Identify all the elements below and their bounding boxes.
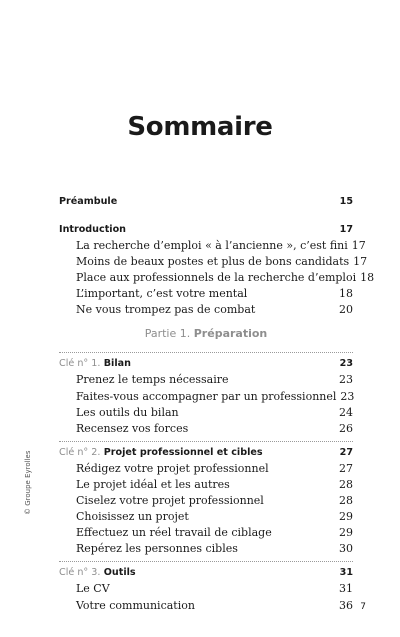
toc-page-number: 31	[339, 582, 353, 596]
toc-entry-introduction[interactable]	[59, 222, 353, 238]
toc-page-number: 27	[339, 461, 353, 475]
page-number: 7	[360, 602, 366, 612]
toc-subentry[interactable]	[59, 477, 353, 493]
toc-subentry-label: Ne vous trompez pas de combat	[76, 303, 256, 317]
toc-subentry-label: Choisissez un projet	[76, 510, 189, 524]
toc-page-number: 28	[339, 494, 353, 508]
toc-page-number: 17	[351, 239, 366, 252]
toc-subentry-label: Les outils du bilan	[76, 405, 179, 419]
toc-subentry[interactable]	[59, 238, 366, 254]
toc-page-number: 23	[340, 389, 355, 403]
toc-subentry-label: Ciselez votre projet professionnel	[76, 494, 264, 508]
dotted-rule	[59, 441, 353, 442]
toc-subentry[interactable]	[59, 372, 353, 388]
toc-subentry-label: La recherche d’emploi « à l’ancienne », c’est fini	[76, 239, 348, 252]
toc-page-number: 18	[339, 287, 353, 301]
toc-subentry[interactable]	[59, 286, 353, 302]
toc-subentry[interactable]	[59, 493, 353, 509]
key-number: Clé n° 3.	[59, 567, 101, 579]
copyright-credit: © Groupe Eyrolles	[24, 450, 32, 515]
toc-subentry-label: Faites-vous accompagner par un professionnel	[76, 389, 337, 403]
toc-page-number: 17	[353, 255, 368, 269]
toc-subentry[interactable]	[59, 302, 353, 318]
toc-page-number: 30	[339, 542, 353, 556]
toc-subentry[interactable]	[59, 509, 353, 525]
toc-entry-cle-2[interactable]	[59, 445, 353, 461]
toc-subentry-label: Le CV	[76, 582, 110, 596]
part-name: Préparation	[193, 327, 268, 341]
toc-entry-label: Introduction	[59, 224, 126, 235]
toc-page-number: 27	[339, 446, 353, 458]
toc-subentry-label: L’important, c’est votre mental	[76, 287, 248, 301]
toc-page-number: 28	[339, 477, 353, 491]
toc-subentry[interactable]	[59, 598, 353, 614]
key-number: Clé n° 2.	[59, 446, 101, 458]
toc-page-number: 23	[339, 358, 353, 370]
table-of-contents	[59, 194, 375, 614]
toc-subentry[interactable]	[59, 270, 375, 286]
page-title: Sommaire	[127, 112, 273, 142]
toc-subentry-label: Recensez vos forces	[76, 421, 189, 435]
dotted-rule	[59, 352, 353, 353]
toc-subentry[interactable]	[59, 581, 353, 597]
part-number: Partie 1.	[144, 327, 191, 341]
toc-subentry-label: Votre communication	[76, 598, 195, 612]
toc-page-number: 24	[339, 405, 353, 419]
toc-entry-preambule[interactable]	[59, 194, 353, 210]
part-heading	[59, 326, 353, 342]
toc-page-number: 20	[339, 303, 353, 317]
toc-page-number: 26	[339, 421, 353, 435]
toc-page-number: 18	[360, 271, 375, 285]
toc-entry-label: Bilan	[103, 358, 131, 370]
toc-page-number: 29	[339, 510, 353, 524]
toc-entry-label: Outils	[103, 567, 136, 579]
toc-subentry-label: Place aux professionnels de la recherche d’emploi	[76, 271, 357, 285]
toc-subentry[interactable]	[59, 541, 353, 557]
toc-page-number: 17	[339, 224, 353, 235]
toc-subentry[interactable]	[59, 254, 368, 270]
toc-subentry-label: Prenez le temps nécessaire	[76, 373, 229, 387]
toc-subentry-label: Le projet idéal et les autres	[76, 477, 230, 491]
toc-subentry[interactable]	[59, 421, 353, 437]
toc-page-number: 36	[339, 598, 353, 612]
toc-entry-cle-3[interactable]	[59, 565, 353, 581]
toc-page-number: 31	[339, 567, 353, 579]
toc-subentry-label: Moins de beaux postes et plus de bons candidats	[76, 255, 350, 269]
toc-subentry-label: Repérez les personnes cibles	[76, 542, 238, 556]
toc-page-number: 15	[339, 196, 353, 207]
toc-subentry[interactable]	[59, 389, 353, 405]
toc-subentry-label: Effectuez un réel travail de ciblage	[76, 526, 272, 540]
toc-subentry[interactable]	[59, 461, 353, 477]
toc-subentry-label: Rédigez votre projet professionnel	[76, 461, 269, 475]
key-number: Clé n° 1.	[59, 358, 101, 370]
dotted-rule	[59, 561, 353, 562]
toc-subentry[interactable]	[59, 525, 353, 541]
toc-page-number: 23	[339, 373, 353, 387]
toc-entry-cle-1[interactable]	[59, 356, 353, 372]
toc-entry-label: Projet professionnel et cibles	[103, 446, 263, 458]
toc-page-number: 29	[339, 526, 353, 540]
toc-entry-label: Préambule	[59, 196, 118, 207]
toc-subentry[interactable]	[59, 405, 353, 421]
